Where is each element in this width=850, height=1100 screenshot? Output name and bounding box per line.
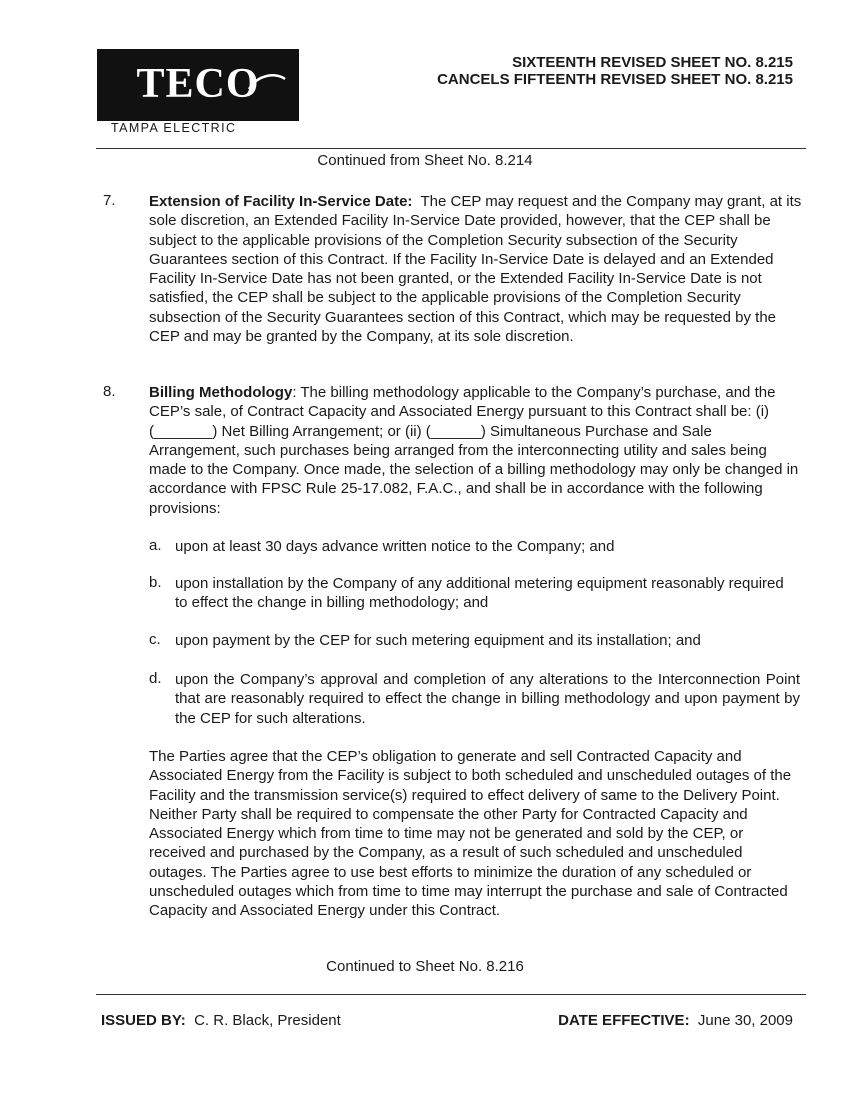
section-8-paragraph (149, 383, 804, 518)
item-d-letter: d. (149, 670, 162, 687)
issued-by-label: ISSUED BY: (101, 1012, 186, 1029)
item-b-text: upon installation by the Company of any additional metering equipment reasonably required to effect the change in billing methodology; and (175, 575, 784, 612)
sheet-number: SIXTEENTH REVISED SHEET NO. 8.215 (512, 54, 793, 71)
section-8-body: : The billing methodology applicable to the Company’s purchase, and the CEP’s sale, of Contract Capacity and Associated Energy pursuant to this Contract shall be: (i) (_______) Net Billing Arrangement; or (ii) (______) Simultaneous Purchase and Sale Arrangement, such purchases being arranged from the interconnecting utility and sales being made to the Company. Once made, the selection of a billing methodology may only be changed in accordance with FPSC Rule 25-17.082, F.A.C., and shall be in accordance with the following provisions: (149, 384, 799, 517)
issued-by-value: C. R. Black, President (194, 1012, 341, 1029)
closing-paragraph: The Parties agree that the CEP’s obligation to generate and sell Contracted Capacity and Associated Energy from the Facility is subject to both scheduled and unscheduled outages of the Facility and the transmission service(s) required to effect delivery of same to the Delivery Point. Neither Party shall be required to compensate the other Party for Contracted Capacity and Associated Energy which from time to time may not be generated and sold by the CEP, or received and purchased by the Company, as a result of such scheduled and unscheduled outages. The Parties agree to use best efforts to minimize the duration of any scheduled or unscheduled outages which from time to time may interrupt the purchase and sale of Contracted Capacity and Associated Energy under this Contract. (149, 748, 792, 920)
item-a-letter: a. (149, 537, 162, 554)
section-7-body: The CEP may request and the Company may grant, at its sole discretion, an Extended Facility In-Service Date provided, however, that the CEP shall be subject to the applicable provisions of the Completion Security subsection of the Security Guarantees section of this Contract. If the Facility In-Service Date is delayed and an Extended Facility In-Service Date has not been granted, or the Extended Facility In-Service Date is not satisfied, the CEP shall be subject to the applicable provisions of the Completion Security subsection of the Security Guarantees section of this Contract, which may be requested by the CEP and may be granted by the Company, at its sole discretion. (149, 193, 802, 346)
footer-divider (96, 994, 806, 995)
item-a-text: upon at least 30 days advance written notice to the Company; and (175, 538, 615, 555)
section-7-heading: Extension of Facility In-Service Date: (149, 193, 413, 210)
section-8-number: 8. (103, 383, 116, 400)
section-7-paragraph (149, 192, 804, 346)
date-effective-label: DATE EFFECTIVE: (558, 1012, 690, 1029)
section-7-number: 7. (103, 192, 116, 209)
item-c-letter: c. (149, 631, 161, 648)
item-d-text: upon the Company’s approval and completion of any alterations to the Interconnection Point that are reasonably required to effect the change in billing methodology and upon payment by the CEP for such alterations. (175, 671, 800, 727)
item-c-text: upon payment by the CEP for such metering equipment and its installation; and (175, 632, 701, 649)
date-effective (558, 1012, 793, 1029)
logo-swoosh-icon (247, 71, 287, 95)
item-b-letter: b. (149, 574, 162, 591)
logo-wordmark: TECO (136, 61, 260, 107)
section-8-heading: Billing Methodology (149, 384, 293, 401)
cancels-sheet-number: CANCELS FIFTEENTH REVISED SHEET NO. 8.215 (437, 71, 793, 88)
header-divider (96, 148, 806, 149)
company-logo (97, 49, 299, 121)
logo-subtitle: TAMPA ELECTRIC (111, 121, 237, 135)
continued-to: Continued to Sheet No. 8.216 (326, 958, 524, 975)
issued-by (101, 1012, 341, 1029)
continued-from: Continued from Sheet No. 8.214 (317, 152, 533, 169)
date-effective-value: June 30, 2009 (697, 1012, 793, 1029)
